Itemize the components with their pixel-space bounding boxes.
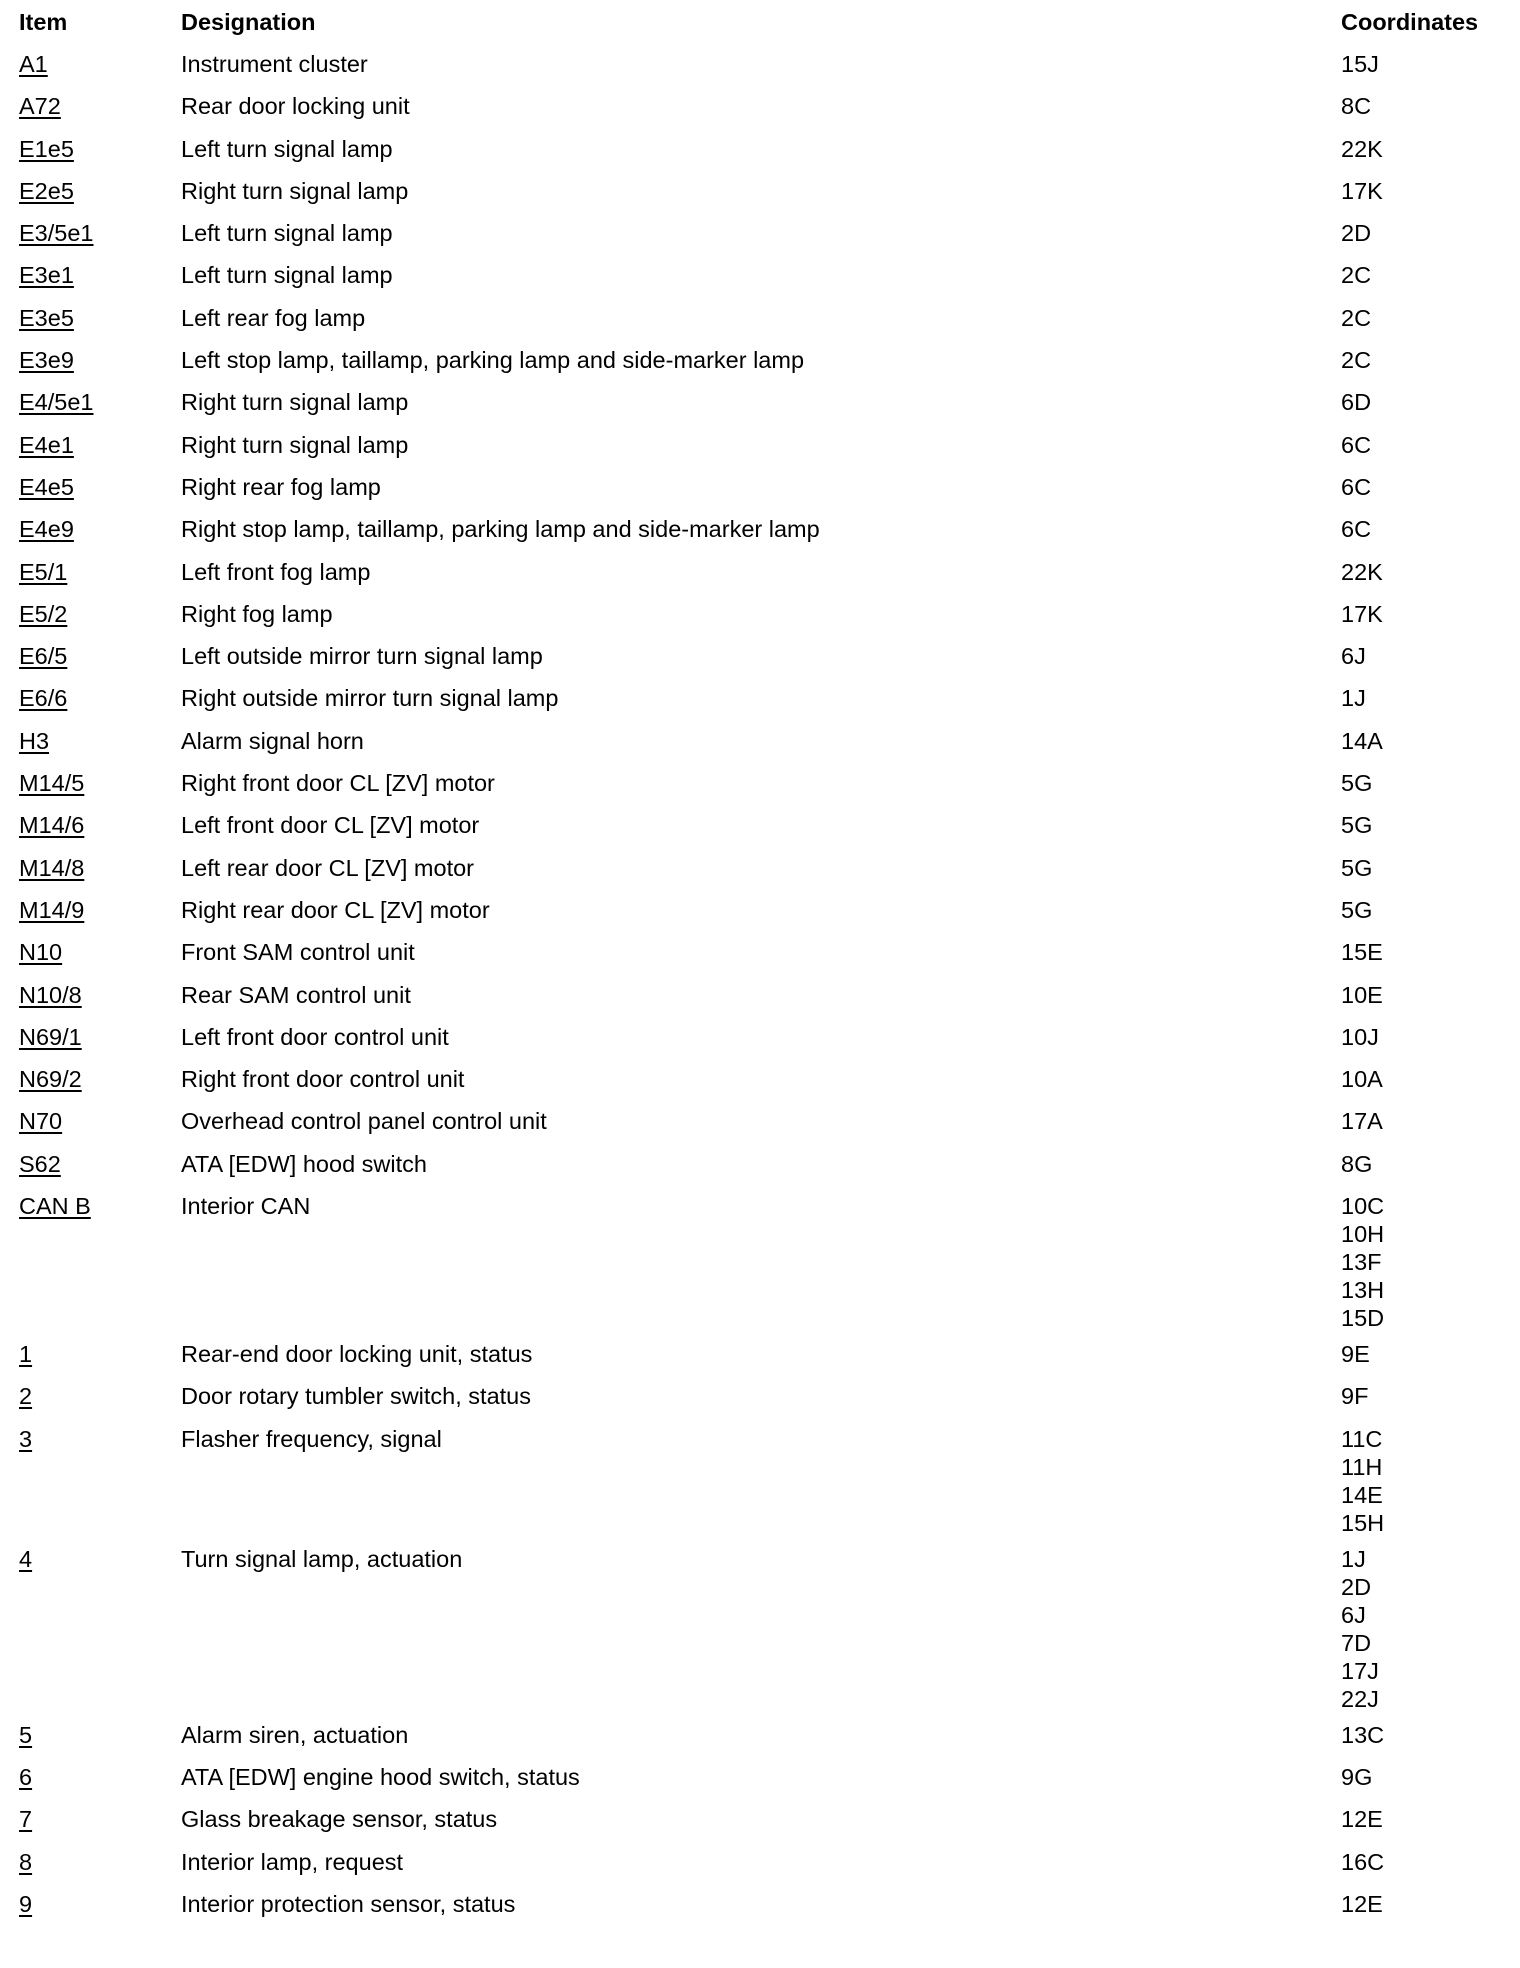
coordinates-cell — [1341, 50, 1499, 78]
designation-cell: Right front door CL [ZV] motor — [181, 770, 495, 797]
table-row — [19, 854, 1499, 896]
coordinate-value: 5G — [1341, 854, 1373, 881]
coordinate-value: 6J — [1341, 1601, 1366, 1628]
coordinates-cell — [1341, 769, 1499, 797]
coordinate-value: 14A — [1341, 727, 1383, 754]
designation-cell: Alarm signal horn — [181, 727, 364, 754]
item-cell — [19, 811, 181, 839]
coordinate-value: 10A — [1341, 1066, 1383, 1093]
coordinates-cell — [1341, 1763, 1499, 1791]
coordinate-value: 6J — [1341, 643, 1366, 670]
designation-cell: Left front door CL [ZV] motor — [181, 812, 480, 839]
item-cell — [19, 684, 181, 712]
table-row — [19, 1340, 1499, 1382]
designation-cell: Left turn signal lamp — [181, 262, 393, 289]
item-link[interactable]: 4 — [19, 1545, 33, 1572]
table-row — [19, 515, 1499, 557]
table-row — [19, 896, 1499, 938]
table-header — [19, 8, 1499, 50]
coordinates-cell — [1341, 1721, 1499, 1749]
coordinate-value: 17J — [1341, 1657, 1379, 1684]
table-row — [19, 938, 1499, 980]
item-link[interactable]: M14/6 — [19, 812, 85, 839]
coordinate-value: 11C — [1341, 1425, 1383, 1452]
table-row — [19, 600, 1499, 642]
item-link[interactable]: CAN B — [19, 1193, 91, 1220]
coordinate-value: 2C — [1341, 347, 1372, 374]
item-cell — [19, 1107, 181, 1135]
item-link[interactable]: E2e5 — [19, 177, 74, 204]
designation-cell: Rear-end door locking unit, status — [181, 1341, 533, 1368]
table-row — [19, 388, 1499, 430]
coordinates-cell — [1341, 1340, 1499, 1368]
designation-cell: Flasher frequency, signal — [181, 1425, 442, 1452]
item-link[interactable]: 2 — [19, 1383, 33, 1410]
coordinate-value: 15D — [1341, 1305, 1385, 1332]
coordinates-cell — [1341, 135, 1499, 163]
coordinate-value: 2D — [1341, 220, 1372, 247]
item-cell — [19, 92, 181, 120]
coordinate-value: 22K — [1341, 558, 1383, 585]
coordinate-value: 5G — [1341, 770, 1373, 797]
coordinates-cell — [1341, 642, 1499, 670]
table-row — [19, 219, 1499, 261]
designation-cell: Left front door control unit — [181, 1023, 449, 1050]
item-link[interactable]: A1 — [19, 51, 48, 77]
coordinate-value: 5G — [1341, 812, 1373, 839]
designation-cell: Interior lamp, request — [181, 1848, 404, 1875]
item-link[interactable]: E1e5 — [19, 135, 74, 162]
coordinates-cell — [1341, 854, 1499, 882]
item-cell — [19, 896, 181, 924]
table-row — [19, 261, 1499, 303]
designation-cell: Right turn signal lamp — [181, 431, 409, 458]
designation-cell: Glass breakage sensor, status — [181, 1806, 498, 1833]
coordinates-cell — [1341, 1023, 1499, 1051]
item-cell — [19, 1890, 181, 1918]
coordinates-cell — [1341, 558, 1499, 586]
coordinate-value: 17K — [1341, 177, 1383, 204]
item-link[interactable]: E4e5 — [19, 473, 74, 500]
coordinate-value: 22K — [1341, 135, 1383, 162]
item-cell — [19, 177, 181, 205]
table-row — [19, 684, 1499, 726]
table-body — [19, 50, 1499, 1932]
coordinates-cell — [1341, 1425, 1499, 1537]
designation-cell: ATA [EDW] hood switch — [181, 1150, 427, 1177]
item-link[interactable]: E3e1 — [19, 262, 74, 289]
coordinate-value: 10E — [1341, 981, 1383, 1008]
coordinate-value: 7D — [1341, 1629, 1372, 1656]
designation-cell: Door rotary tumbler switch, status — [181, 1383, 531, 1410]
item-cell — [19, 1382, 181, 1410]
item-cell — [19, 219, 181, 247]
item-link[interactable]: 6 — [19, 1763, 33, 1790]
table-row — [19, 1721, 1499, 1763]
coordinates-cell — [1341, 811, 1499, 839]
table-row — [19, 304, 1499, 346]
designation-cell: ATA [EDW] engine hood switch, status — [181, 1763, 580, 1790]
coordinates-cell — [1341, 1107, 1499, 1135]
designation-cell: Right rear fog lamp — [181, 473, 381, 500]
designation-cell: Right stop lamp, taillamp, parking lamp and side-marker lamp — [181, 516, 820, 543]
item-link[interactable]: E5/1 — [19, 558, 68, 585]
item-link[interactable]: E5/2 — [19, 600, 68, 627]
designation-cell: Left turn signal lamp — [181, 135, 393, 162]
designation-cell: Right turn signal lamp — [181, 177, 409, 204]
coordinate-value: 10C — [1341, 1193, 1385, 1220]
designation-cell: Interior CAN — [181, 1193, 311, 1220]
item-cell — [19, 515, 181, 543]
designation-cell: Left stop lamp, taillamp, parking lamp and side-marker lamp — [181, 347, 805, 374]
coordinates-cell — [1341, 431, 1499, 459]
item-link[interactable]: N69/1 — [19, 1023, 82, 1050]
item-cell — [19, 135, 181, 163]
item-link[interactable]: M14/8 — [19, 854, 85, 881]
item-cell — [19, 1425, 181, 1453]
coordinate-value: 14E — [1341, 1481, 1383, 1508]
item-link[interactable]: 8 — [19, 1848, 33, 1875]
item-link[interactable]: 3 — [19, 1425, 33, 1452]
item-cell — [19, 938, 181, 966]
table-row — [19, 1805, 1499, 1847]
coordinate-value: 13H — [1341, 1277, 1385, 1304]
item-cell — [19, 1192, 181, 1220]
table-row — [19, 1107, 1499, 1149]
item-link[interactable]: E4e9 — [19, 516, 74, 543]
designation-cell: Right turn signal lamp — [181, 389, 409, 416]
designation-cell: Left rear door CL [ZV] motor — [181, 854, 474, 881]
header-coordinates: Coordinates — [1341, 9, 1479, 35]
table-row — [19, 1192, 1499, 1340]
coordinate-value: 17A — [1341, 1108, 1383, 1135]
coordinate-value: 6D — [1341, 389, 1372, 416]
coordinates-cell — [1341, 304, 1499, 332]
coordinate-value: 16C — [1341, 1848, 1385, 1875]
coordinate-value: 6C — [1341, 473, 1372, 500]
table-row — [19, 1763, 1499, 1805]
coordinates-cell — [1341, 727, 1499, 755]
coordinate-value: 5G — [1341, 896, 1373, 923]
coordinate-value: 10H — [1341, 1221, 1385, 1248]
coordinate-value: 6C — [1341, 516, 1372, 543]
item-cell — [19, 261, 181, 289]
designation-cell: Turn signal lamp, actuation — [181, 1545, 463, 1572]
coordinate-value: 9F — [1341, 1383, 1369, 1410]
coordinates-cell — [1341, 600, 1499, 628]
designation-cell: Interior protection sensor, status — [181, 1890, 516, 1917]
designation-cell: Rear door locking unit — [181, 93, 410, 120]
item-link[interactable]: 5 — [19, 1721, 33, 1748]
coordinate-value: 9G — [1341, 1763, 1373, 1790]
item-cell — [19, 1763, 181, 1791]
designation-cell: Right front door control unit — [181, 1066, 465, 1093]
coordinates-cell — [1341, 92, 1499, 120]
item-cell — [19, 346, 181, 374]
item-cell — [19, 50, 181, 78]
coordinate-value: 15E — [1341, 939, 1383, 966]
legend-table — [19, 8, 1499, 1932]
table-row — [19, 811, 1499, 853]
item-cell — [19, 981, 181, 1009]
table-row — [19, 1150, 1499, 1192]
table-row — [19, 727, 1499, 769]
item-link[interactable]: 1 — [19, 1341, 33, 1368]
coordinates-cell — [1341, 1848, 1499, 1876]
designation-cell: Overhead control panel control unit — [181, 1108, 547, 1135]
item-cell — [19, 1065, 181, 1093]
item-link[interactable]: M14/5 — [19, 770, 85, 797]
item-cell — [19, 600, 181, 628]
coordinates-cell — [1341, 938, 1499, 966]
item-cell — [19, 473, 181, 501]
table-row — [19, 642, 1499, 684]
designation-cell: Left rear fog lamp — [181, 304, 366, 331]
item-link[interactable]: N10 — [19, 939, 63, 966]
item-link[interactable]: S62 — [19, 1150, 61, 1177]
coordinates-cell — [1341, 1805, 1499, 1833]
item-cell — [19, 1150, 181, 1178]
table-row — [19, 1382, 1499, 1424]
coordinate-value: 15H — [1341, 1509, 1385, 1536]
table-row — [19, 558, 1499, 600]
coordinate-value: 10J — [1341, 1023, 1379, 1050]
coordinate-value: 8C — [1341, 93, 1372, 120]
coordinate-value: 2C — [1341, 304, 1372, 331]
designation-cell: Rear SAM control unit — [181, 981, 411, 1008]
designation-cell: Left turn signal lamp — [181, 220, 393, 247]
designation-cell: Right fog lamp — [181, 600, 333, 627]
table-row — [19, 1848, 1499, 1890]
coordinate-value: 2C — [1341, 262, 1372, 289]
item-cell — [19, 1848, 181, 1876]
coordinates-cell — [1341, 388, 1499, 416]
coordinates-cell — [1341, 515, 1499, 543]
item-link[interactable]: E3e9 — [19, 347, 74, 374]
coordinates-cell — [1341, 896, 1499, 924]
coordinates-cell — [1341, 261, 1499, 289]
coordinate-value: 9E — [1341, 1341, 1370, 1368]
coordinate-value: 11H — [1341, 1453, 1383, 1480]
designation-cell: Front SAM control unit — [181, 939, 415, 966]
item-link[interactable]: E6/6 — [19, 685, 68, 712]
coordinates-cell — [1341, 1150, 1499, 1178]
item-cell — [19, 769, 181, 797]
table-row — [19, 431, 1499, 473]
table-row — [19, 135, 1499, 177]
item-link[interactable]: E6/5 — [19, 643, 68, 670]
designation-cell: Left front fog lamp — [181, 558, 371, 585]
item-link[interactable]: H3 — [19, 727, 50, 754]
table-row — [19, 1425, 1499, 1545]
designation-cell: Alarm siren, actuation — [181, 1721, 409, 1748]
coordinates-cell — [1341, 346, 1499, 374]
coordinate-value: 12E — [1341, 1806, 1383, 1833]
item-link[interactable]: E3/5e1 — [19, 220, 94, 247]
item-cell — [19, 727, 181, 755]
coordinate-value: 12E — [1341, 1890, 1383, 1917]
coordinate-value: 1J — [1341, 1545, 1366, 1572]
table-row — [19, 769, 1499, 811]
item-link[interactable]: 9 — [19, 1890, 33, 1917]
coordinate-value: 1J — [1341, 685, 1366, 712]
table-row — [19, 1890, 1499, 1932]
item-cell — [19, 1805, 181, 1833]
coordinate-value: 13F — [1341, 1249, 1382, 1276]
item-cell — [19, 1340, 181, 1368]
coordinates-cell — [1341, 177, 1499, 205]
coordinates-cell — [1341, 1065, 1499, 1093]
item-link[interactable]: 7 — [19, 1806, 33, 1833]
designation-cell: Right outside mirror turn signal lamp — [181, 685, 559, 712]
item-cell — [19, 1023, 181, 1051]
item-link[interactable]: E3e5 — [19, 304, 74, 331]
designation-cell: Right rear door CL [ZV] motor — [181, 896, 490, 923]
item-cell — [19, 1721, 181, 1749]
coordinate-value: 8G — [1341, 1150, 1373, 1177]
coordinate-value: 15J — [1341, 51, 1379, 77]
coordinate-value: 6C — [1341, 431, 1372, 458]
table-row — [19, 50, 1499, 92]
coordinate-value: 2D — [1341, 1573, 1372, 1600]
header-item: Item — [19, 9, 68, 35]
item-link[interactable]: M14/9 — [19, 896, 85, 923]
coordinate-value: 17K — [1341, 600, 1383, 627]
item-cell — [19, 431, 181, 459]
item-cell — [19, 1545, 181, 1573]
coordinates-cell — [1341, 981, 1499, 1009]
table-row — [19, 473, 1499, 515]
item-link[interactable]: N10/8 — [19, 981, 82, 1008]
coordinates-cell — [1341, 1192, 1499, 1332]
item-cell — [19, 854, 181, 882]
coordinates-cell — [1341, 1890, 1499, 1918]
header-designation: Designation — [181, 9, 316, 35]
coordinates-cell — [1341, 684, 1499, 712]
designation-cell: Left outside mirror turn signal lamp — [181, 643, 543, 670]
coordinates-cell — [1341, 1545, 1499, 1713]
item-link[interactable]: N70 — [19, 1108, 63, 1135]
table-row — [19, 92, 1499, 134]
table-row — [19, 981, 1499, 1023]
item-cell — [19, 304, 181, 332]
item-cell — [19, 642, 181, 670]
coordinate-value: 13C — [1341, 1721, 1385, 1748]
item-cell — [19, 558, 181, 586]
item-link[interactable]: E4/5e1 — [19, 389, 94, 416]
coordinates-cell — [1341, 1382, 1499, 1410]
table-row — [19, 1023, 1499, 1065]
designation-cell: Instrument cluster — [181, 51, 368, 77]
table-row — [19, 177, 1499, 219]
item-link[interactable]: E4e1 — [19, 431, 74, 458]
item-link[interactable]: A72 — [19, 93, 61, 120]
item-cell — [19, 388, 181, 416]
item-link[interactable]: N69/2 — [19, 1066, 82, 1093]
table-row — [19, 346, 1499, 388]
coordinates-cell — [1341, 473, 1499, 501]
table-row — [19, 1545, 1499, 1721]
coordinate-value: 22J — [1341, 1685, 1379, 1712]
table-row — [19, 1065, 1499, 1107]
coordinates-cell — [1341, 219, 1499, 247]
